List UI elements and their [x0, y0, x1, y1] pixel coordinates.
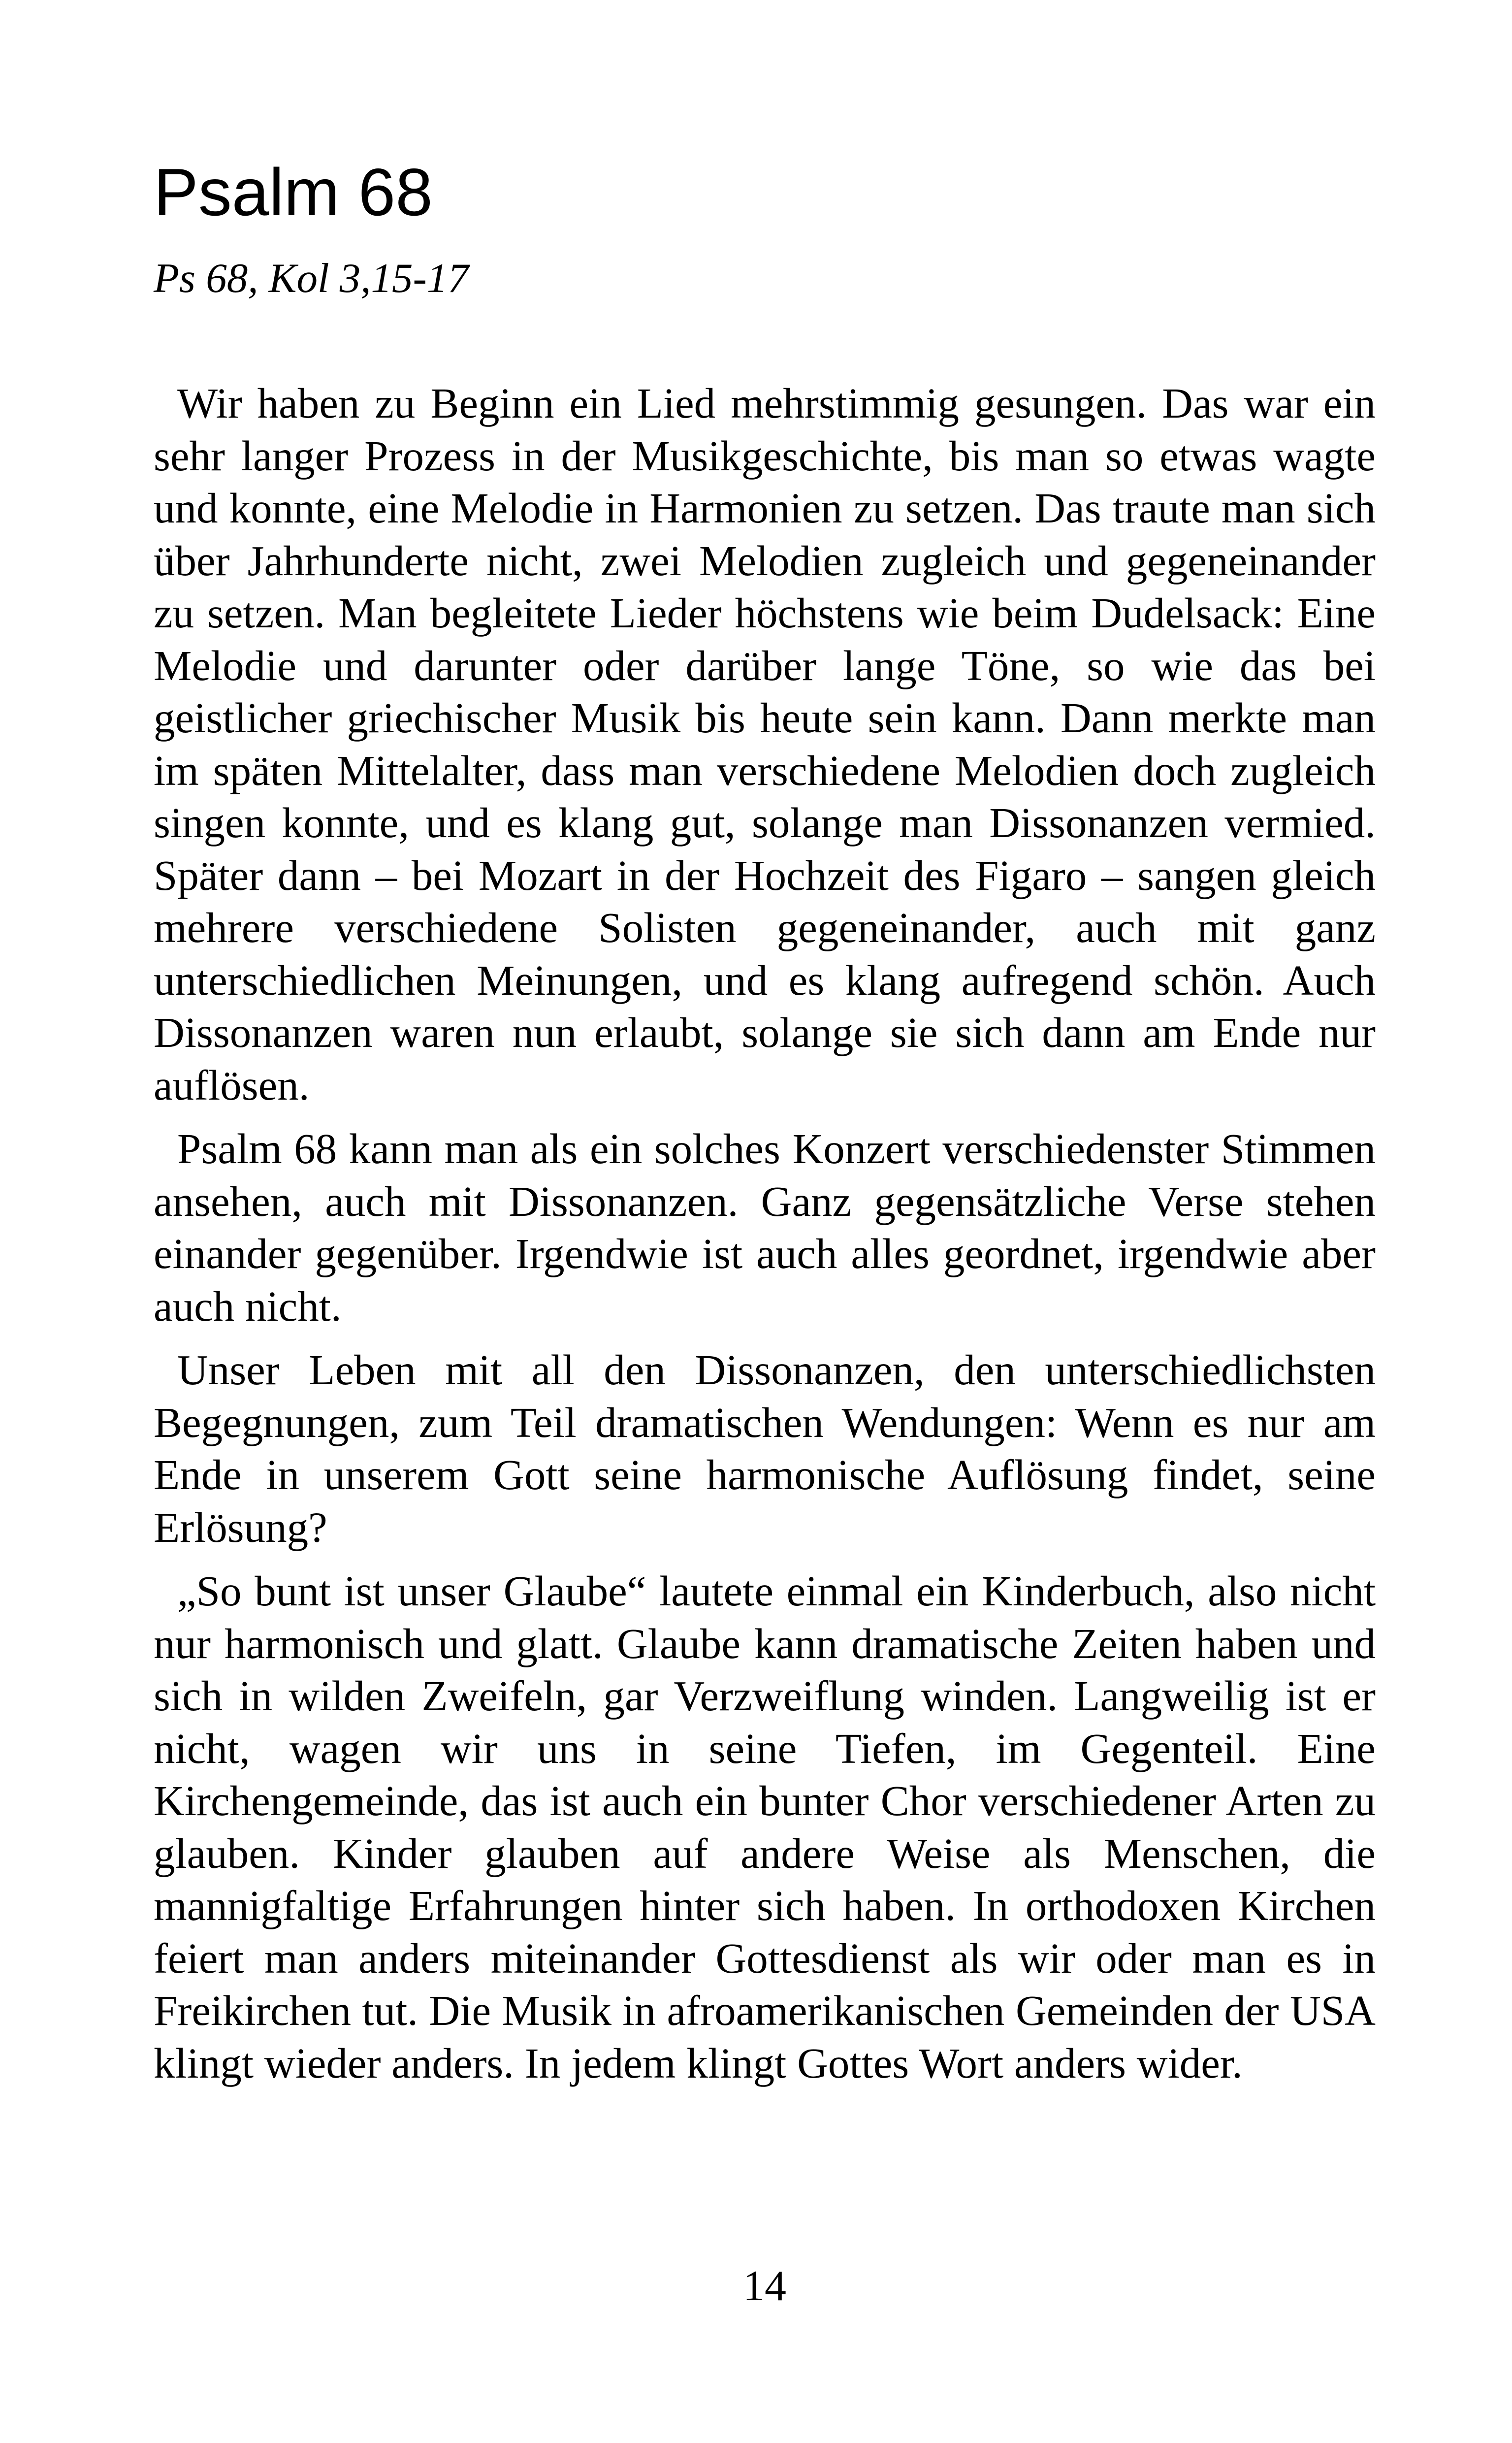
page-number: 14 — [743, 2262, 786, 2310]
scripture-reference: Ps 68, Kol 3,15-17 — [154, 255, 469, 301]
document-page — [154, 0, 1376, 2443]
paragraph-3: Unser Leben mit all den Dissonanzen, den unterschiedlichsten Begegnungen, zum Teil dramatischen Wendungen: Wenn es nur am Ende in unserem Gott seine harmonische Auflösung findet, seine Erlösung? — [154, 1346, 1376, 1551]
page-title: Psalm 68 — [154, 155, 433, 229]
body-text — [154, 377, 1376, 2101]
paragraph-4: „So bunt ist unser Glaube“ lautete einmal ein Kinderbuch, also nicht nur harmonisch und glatt. Glaube kann dramatische Zeiten haben und sich in wilden Zweifeln, gar Verzweiflung winden. Langweilig ist er nicht, wagen wir uns in seine Tiefen, im Gegenteil. Eine Kirchengemeinde, das ist auch ein bunter Chor verschiedener Arten zu glauben. Kinder glauben auf andere Weise als Menschen, die mannigfaltige Erfahrungen hinter sich haben. In orthodoxen Kirchen feiert man anders miteinander Gottesdienst als wir oder man es in Freikirchen tut. Die Musik in afroamerikanischen Gemeinden der USA klingt wieder anders. In jedem klingt Gottes Wort anders wider. — [154, 1567, 1376, 2087]
paragraph-2: Psalm 68 kann man als ein solches Konzert verschiedenster Stimmen ansehen, auch mit Dissonanzen. Ganz gegensätzliche Verse stehen einander gegenüber. Irgendwie ist auch alles geordnet, irgendwie aber auch nicht. — [154, 1125, 1376, 1330]
paragraph-1: Wir haben zu Beginn ein Lied mehrstimmig gesungen. Das war ein sehr langer Prozess in der Musikgeschichte, bis man so etwas wagte und konnte, eine Melodie in Harmonien zu setzen. Das traute man sich über Jahrhunderte nicht, zwei Melodien zugleich und gegeneinander zu setzen. Man begleitete Lieder höchstens wie beim Dudelsack: Eine Melodie und darunter oder darüber lange Töne, so wie das bei geistlicher griechischer Musik bis heute sein kann. Dann merkte man im späten Mittelalter, dass man verschiedene Melodien doch zugleich singen konnte, und es klang gut, solange man Dissonanzen vermied. Später dann – bei Mozart in der Hochzeit des Figaro – sangen gleich mehrere verschiedene Solisten gegeneinander, auch mit ganz unterschiedlichen Meinungen, und es klang aufregend schön. Auch Dissonanzen waren nun erlaubt, solange sie sich dann am Ende nur auflösen. — [154, 379, 1376, 1109]
